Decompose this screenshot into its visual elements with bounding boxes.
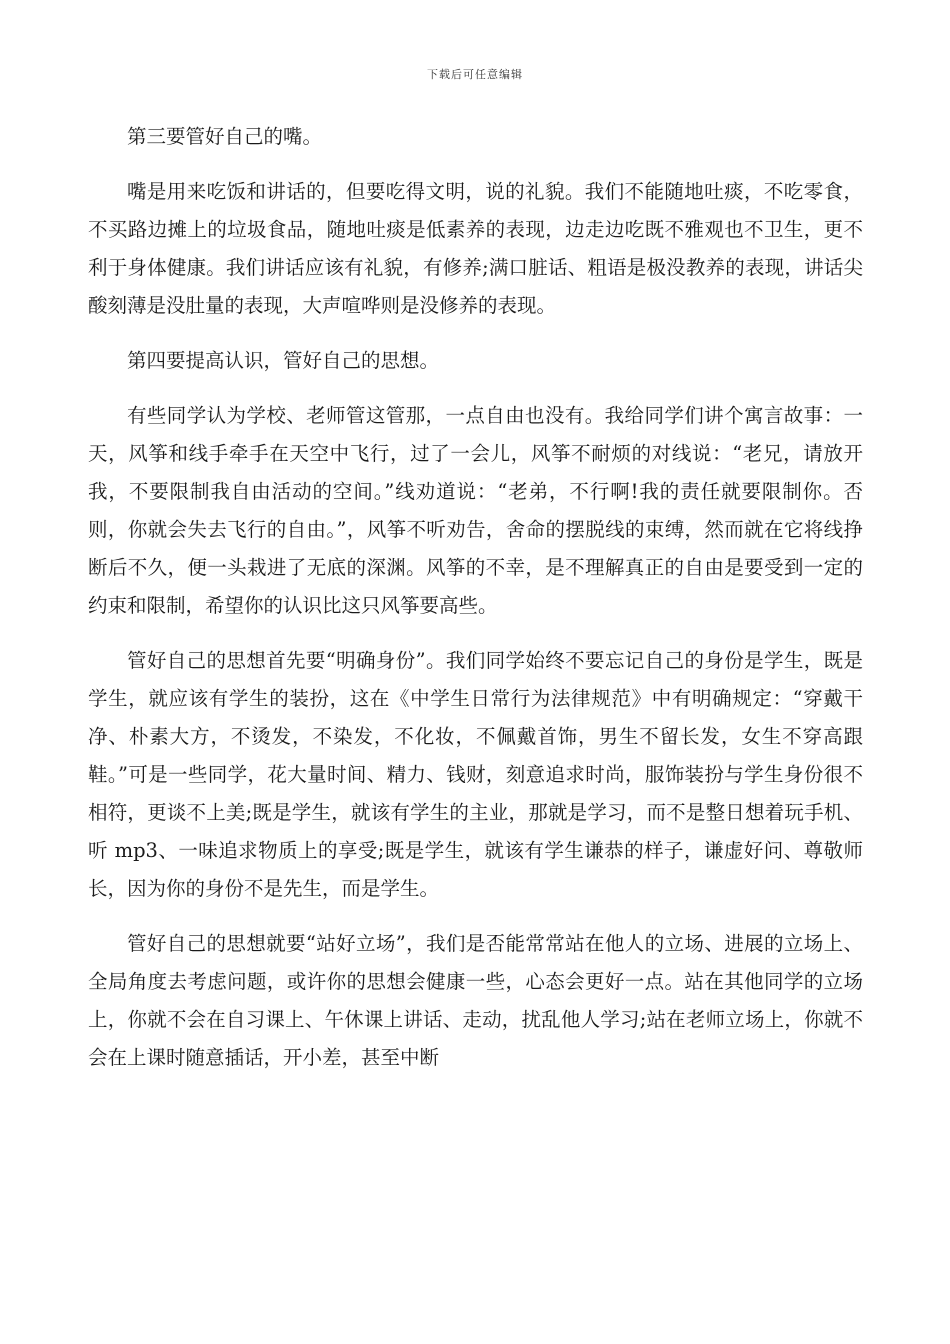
paragraph: 有些同学认为学校、老师管这管那，一点自由也没有。我给同学们讲个寓言故事：一天，风筝和线手牵手在天空中飞行，过了一会儿，风筝不耐烦的对线说：“老兄，请放开我，不要限制我自由活动的空间。”线劝道说：“老弟，不行啊!我的责任就要限制你。否则，你就会失去飞行的自由。”，风筝不听劝告，舍命的摆脱线的束缚，然而就在它将线挣断后不久，便一头栽进了无底的深渊。风筝的不幸，是不理解真正的自由是要受到一定的约束和限制，希望你的认识比这只风筝要高些。: [88, 404, 863, 617]
document-body: [88, 118, 863, 1094]
paragraph-heading-fourth: 第四要提高认识，管好自己的思想。: [127, 349, 440, 372]
paragraph: 管好自己的思想就要“站好立场”，我们是否能常常站在他人的立场、进展的立场上、全局角度去考虑问题，或许你的思想会健康一些，心态会更好一点。站在其他同学的立场上，你就不会在自习课上、午休课上讲话、走动，扰乱他人学习;站在老师立场上，你就不会在上课时随意插话，开小差，甚至中断: [88, 932, 863, 1069]
paragraph: 嘴是用来吃饭和讲话的，但要吃得文明，说的礼貌。我们不能随地吐痰，不吃零食，不买路边摊上的垃圾食品，随地吐痰是低素养的表现，边走边吃既不雅观也不卫生，更不利于身体健康。我们讲话应该有礼貌，有修养;满口脏话、粗语是极没教养的表现，讲话尖酸刻薄是没肚量的表现，大声喧哗则是没修养的表现。: [88, 180, 863, 317]
paragraph: 管好自己的思想首先要“明确身份”。我们同学始终不要忘记自己的身份是学生，既是学生，就应该有学生的装扮，这在《中学生日常行为法律规范》中有明确规定：“穿戴干净、朴素大方，不烫发，不染发，不化妆，不佩戴首饰，男生不留长发，女生不穿高跟鞋。”可是一些同学，花大量时间、精力、钱财，刻意追求时尚，服饰装扮与学生身份很不相符，更谈不上美;既是学生，就该有学生的主业，那就是学习，而不是整日想着玩手机、听 mp3、一味追求物质上的享受;既是学生，就该有学生谦恭的样子，谦虚好问、尊敬师长，因为你的身份不是先生，而是学生。: [88, 649, 863, 900]
paragraph-heading-third: 第三要管好自己的嘴。: [127, 125, 323, 148]
page-header: 下载后可任意编辑: [427, 68, 523, 81]
